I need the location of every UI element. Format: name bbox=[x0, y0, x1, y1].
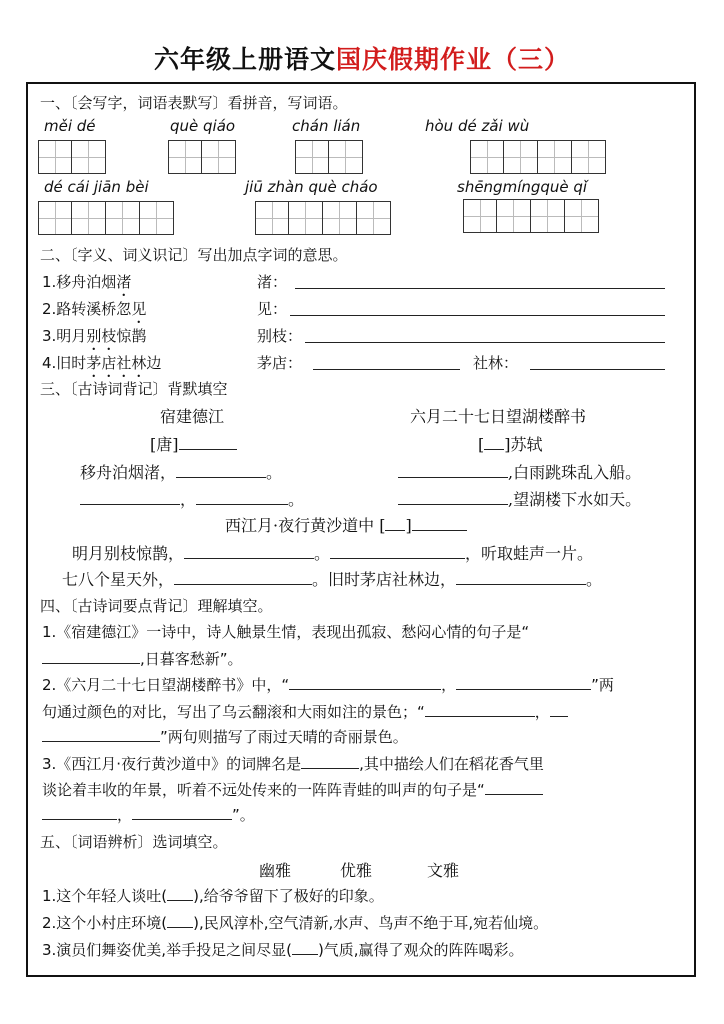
s2-q4: 4.旧时茅店社林边 bbox=[42, 354, 162, 372]
answer-line[interactable] bbox=[530, 369, 665, 370]
s4-q2a: 2.《六月二十七日望湖楼醉书》中，“ ， ”两 bbox=[42, 673, 614, 695]
s2-q2: 2.路转溪桥忽见 bbox=[42, 300, 147, 318]
s2-q1-label: 渚： bbox=[257, 273, 288, 291]
write-boxes-6[interactable] bbox=[255, 201, 391, 235]
write-boxes-1[interactable] bbox=[38, 140, 106, 174]
s4-q3c: 谈论着丰收的年景，听着不远处传来的一阵阵青蛙的叫声的句子是“ bbox=[42, 778, 543, 800]
s5-q2: 2.这个小村庄环境( ),民风淳朴,空气清新,水声、鸟声不绝于耳,宛若仙境。 bbox=[42, 911, 548, 933]
section5-heading: 五、〔词语辨析〕选词填空。 bbox=[40, 833, 228, 851]
poem-line-2: ,白雨跳珠乱入船。 bbox=[398, 460, 641, 483]
s4-q2f: ”两句则描写了雨过天晴的奇丽景色。 bbox=[42, 725, 408, 747]
poem-line-3: ， 。 bbox=[80, 487, 304, 510]
answer-line[interactable] bbox=[295, 288, 665, 289]
poem-line-6: 七八个星天外， 。旧时茅店社林边， 。 bbox=[62, 570, 603, 589]
pinyin-2: què qiáo bbox=[170, 117, 236, 135]
page-title: 六年级上册语文国庆假期作业（三） bbox=[153, 45, 571, 74]
s2-q3-label: 别枝： bbox=[257, 327, 303, 345]
s5-q3: 3.演员们舞姿优美,举手投足之间尽显( )气质,赢得了观众的阵阵喝彩。 bbox=[42, 938, 524, 960]
pinyin-1: měi dé bbox=[44, 117, 96, 135]
s4-q3d: ， ”。 bbox=[42, 803, 255, 825]
pinyin-3: chán lián bbox=[292, 117, 361, 135]
s2-q1: 1.移舟泊烟渚 bbox=[42, 273, 132, 291]
pinyin-7: shēngmíngquè qǐ bbox=[457, 178, 588, 196]
write-boxes-4[interactable] bbox=[470, 140, 606, 174]
poem-line-5: 明月别枝惊鹊， 。 ，听取蛙声一片。 bbox=[72, 544, 594, 563]
pinyin-4: hòu dé zǎi wù bbox=[425, 117, 530, 135]
s4-q1b: ,日暮客愁新”。 bbox=[42, 647, 243, 669]
write-boxes-7[interactable] bbox=[463, 199, 599, 233]
s5-q1: 1.这个年轻人谈吐( ),给爷爷留下了极好的印象。 bbox=[42, 884, 384, 906]
word-choice-1: 幽雅 bbox=[259, 861, 292, 880]
word-choice-3: 文雅 bbox=[427, 861, 460, 880]
poem-line-1: 移舟泊烟渚， 。 bbox=[80, 463, 283, 482]
s4-q1a: 1.《宿建德江》一诗中，诗人触景生情，表现出孤寂、愁闷心情的句子是“ bbox=[42, 623, 530, 641]
section3-heading: 三、〔古诗词背记〕背默填空 bbox=[40, 380, 228, 398]
poem3-title: 西江月·夜行黄沙道中 [ ] bbox=[225, 513, 467, 536]
answer-line[interactable] bbox=[313, 369, 460, 370]
poem-line-4: ,望湖楼下水如天。 bbox=[398, 487, 641, 510]
poem2-title: 六月二十七日望湖楼醉书 bbox=[410, 407, 587, 426]
write-boxes-5[interactable] bbox=[38, 201, 174, 235]
pinyin-5: dé cái jiān bèi bbox=[44, 178, 149, 196]
s2-q3: 3.明月别枝惊鹊 bbox=[42, 327, 147, 345]
s2-q2-label: 见： bbox=[257, 300, 288, 318]
answer-line[interactable] bbox=[305, 342, 665, 343]
s4-q3a: 3.《西江月·夜行黄沙道中》的词牌名是 ,其中描绘人们在稻花香气里 bbox=[42, 752, 544, 774]
section1-heading: 一、〔会写字，词语表默写〕看拼音，写词语。 bbox=[40, 94, 348, 112]
answer-line[interactable] bbox=[290, 315, 665, 316]
section2-heading: 二、〔字义、词义识记〕写出加点字词的意思。 bbox=[40, 246, 348, 264]
title-red: 国庆假期作业（三） bbox=[336, 45, 571, 74]
s2-q4-label1: 茅店： bbox=[257, 354, 303, 372]
s4-q2d: 句通过颜色的对比，写出了乌云翻滚和大雨如注的景色；“ ， bbox=[42, 700, 568, 722]
poem1-author: [唐] bbox=[150, 432, 237, 455]
poem1-title: 宿建德江 bbox=[160, 407, 225, 426]
word-choice-2: 优雅 bbox=[340, 861, 373, 880]
pinyin-6: jiū zhàn què cháo bbox=[245, 178, 378, 196]
write-boxes-3[interactable] bbox=[295, 140, 363, 174]
s2-q4-label2: 社林： bbox=[473, 354, 519, 372]
poem2-author: [ ]苏轼 bbox=[478, 435, 543, 454]
section4-heading: 四、〔古诗词要点背记〕理解填空。 bbox=[40, 597, 273, 615]
write-boxes-2[interactable] bbox=[168, 140, 236, 174]
